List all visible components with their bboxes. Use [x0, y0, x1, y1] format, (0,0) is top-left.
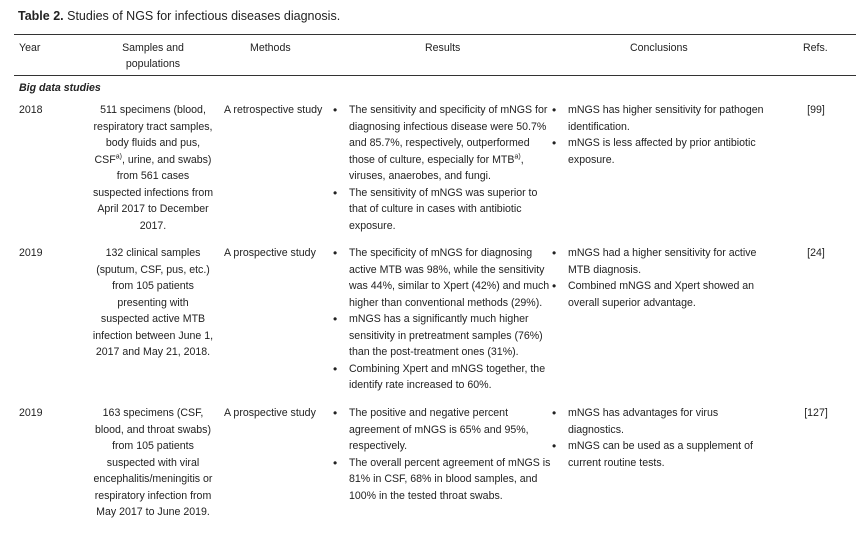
result-bullet — [333, 102, 555, 185]
section-label: Big data studies — [19, 82, 101, 94]
samples-footnote-mark: a) — [115, 152, 122, 160]
conclusion-text: mNGS had a higher sensitivity for active MTB diagnosis. — [568, 247, 757, 276]
header-conclusions: Conclusions — [630, 42, 688, 54]
row-year: 2019 — [19, 407, 43, 419]
row-samples: 132 clinical samples (sputum, CSF, pus, etc.) from 105 patients presenting with suspected active MTB infection between June 1, 2017 and May 21, 2018. — [92, 247, 214, 358]
row-samples — [92, 102, 214, 234]
result-bullet — [333, 455, 555, 505]
row-conclusions — [552, 102, 777, 168]
row-conclusions — [552, 405, 777, 471]
row-year: 2018 — [19, 104, 43, 116]
samples-text-tail: , urine, and swabs) from 561 cases suspected infections from April 2017 to December 2017. — [92, 153, 214, 232]
result-text: The overall percent agreement of mNGS is 81% in CSF, 68% in blood samples, and 100% in the tested throat swabs. — [349, 456, 551, 502]
table-caption-label: Table 2. — [18, 9, 64, 23]
result-bullet — [333, 245, 555, 311]
header-bottom-rule — [14, 75, 856, 76]
result-text: The specificity of mNGS for diagnosing active MTB was 98%, while the sensitivity was 44%, similar to Xpert (42%) and much higher than conventional methods (29%). — [349, 247, 550, 309]
row-samples: 163 specimens (CSF, blood, and throat swabs) from 105 patients suspected with viral encephalitis/meningitis or respiratory infection from May 2017 to June 2019. — [93, 407, 213, 518]
row-results — [333, 245, 555, 394]
result-text: The positive and negative percent agreement of mNGS is 65% and 95%, respectively. — [349, 407, 529, 452]
samples-text: 511 specimens (blood, respiratory tract samples, body fluids and pus, CSF — [93, 104, 213, 166]
row-year: 2019 — [19, 247, 43, 259]
row-ref: [24] — [807, 247, 825, 259]
row-methods: A prospective study — [224, 407, 316, 419]
conclusion-bullet — [552, 102, 777, 135]
conclusion-text: mNGS can be used as a supplement of current routine tests. — [568, 440, 753, 469]
conclusion-text: Combined mNGS and Xpert showed an overall superior advantage. — [568, 280, 755, 309]
result-text: mNGS has a significantly much higher sensitivity in pretreatment samples (76%) than the post-treatment ones (31%). — [349, 313, 543, 358]
header-methods: Methods — [250, 42, 291, 54]
result-bullet — [333, 185, 555, 235]
result-bullet — [333, 361, 555, 394]
conclusion-text: mNGS has advantages for virus diagnostics. — [568, 407, 719, 436]
conclusion-bullet — [552, 405, 777, 438]
header-refs: Refs. — [803, 42, 828, 54]
result-bullet — [333, 405, 555, 455]
conclusion-text: mNGS is less affected by prior antibiotic exposure. — [568, 137, 756, 166]
table-caption-text: Studies of NGS for infectious diseases diagnosis. — [67, 9, 341, 23]
conclusion-bullet — [552, 135, 777, 168]
table-caption — [18, 7, 340, 25]
conclusion-bullet — [552, 245, 777, 278]
result-text-tail: , viruses, anaerobes, and fungi. — [349, 153, 524, 182]
row-results — [333, 405, 555, 504]
header-results: Results — [425, 42, 461, 54]
result-text: The sensitivity and specificity of mNGS for diagnosing infectious disease were 50.7% and 85.7%, respectively, outperformed those of culture, especially for MTB — [349, 104, 548, 166]
row-methods: A prospective study — [224, 247, 316, 259]
result-text: The sensitivity of mNGS was superior to that of culture in cases with antibiotic exposure. — [349, 186, 538, 232]
result-footnote-mark: a) — [514, 152, 521, 160]
result-text: Combining Xpert and mNGS together, the identify rate increased to 60%. — [349, 362, 546, 391]
row-results — [333, 102, 555, 234]
row-ref: [99] — [807, 104, 825, 116]
conclusion-text: mNGS has higher sensitivity for pathogen identification. — [568, 104, 764, 133]
row-ref: [127] — [804, 407, 828, 419]
conclusion-bullet — [552, 278, 777, 311]
header-year: Year — [19, 42, 41, 54]
header-samples: Samples and populations — [122, 42, 184, 70]
row-methods: A retrospective study — [224, 104, 323, 116]
table-top-rule — [14, 34, 856, 35]
conclusion-bullet — [552, 438, 777, 471]
result-bullet — [333, 311, 555, 361]
row-conclusions — [552, 245, 777, 311]
